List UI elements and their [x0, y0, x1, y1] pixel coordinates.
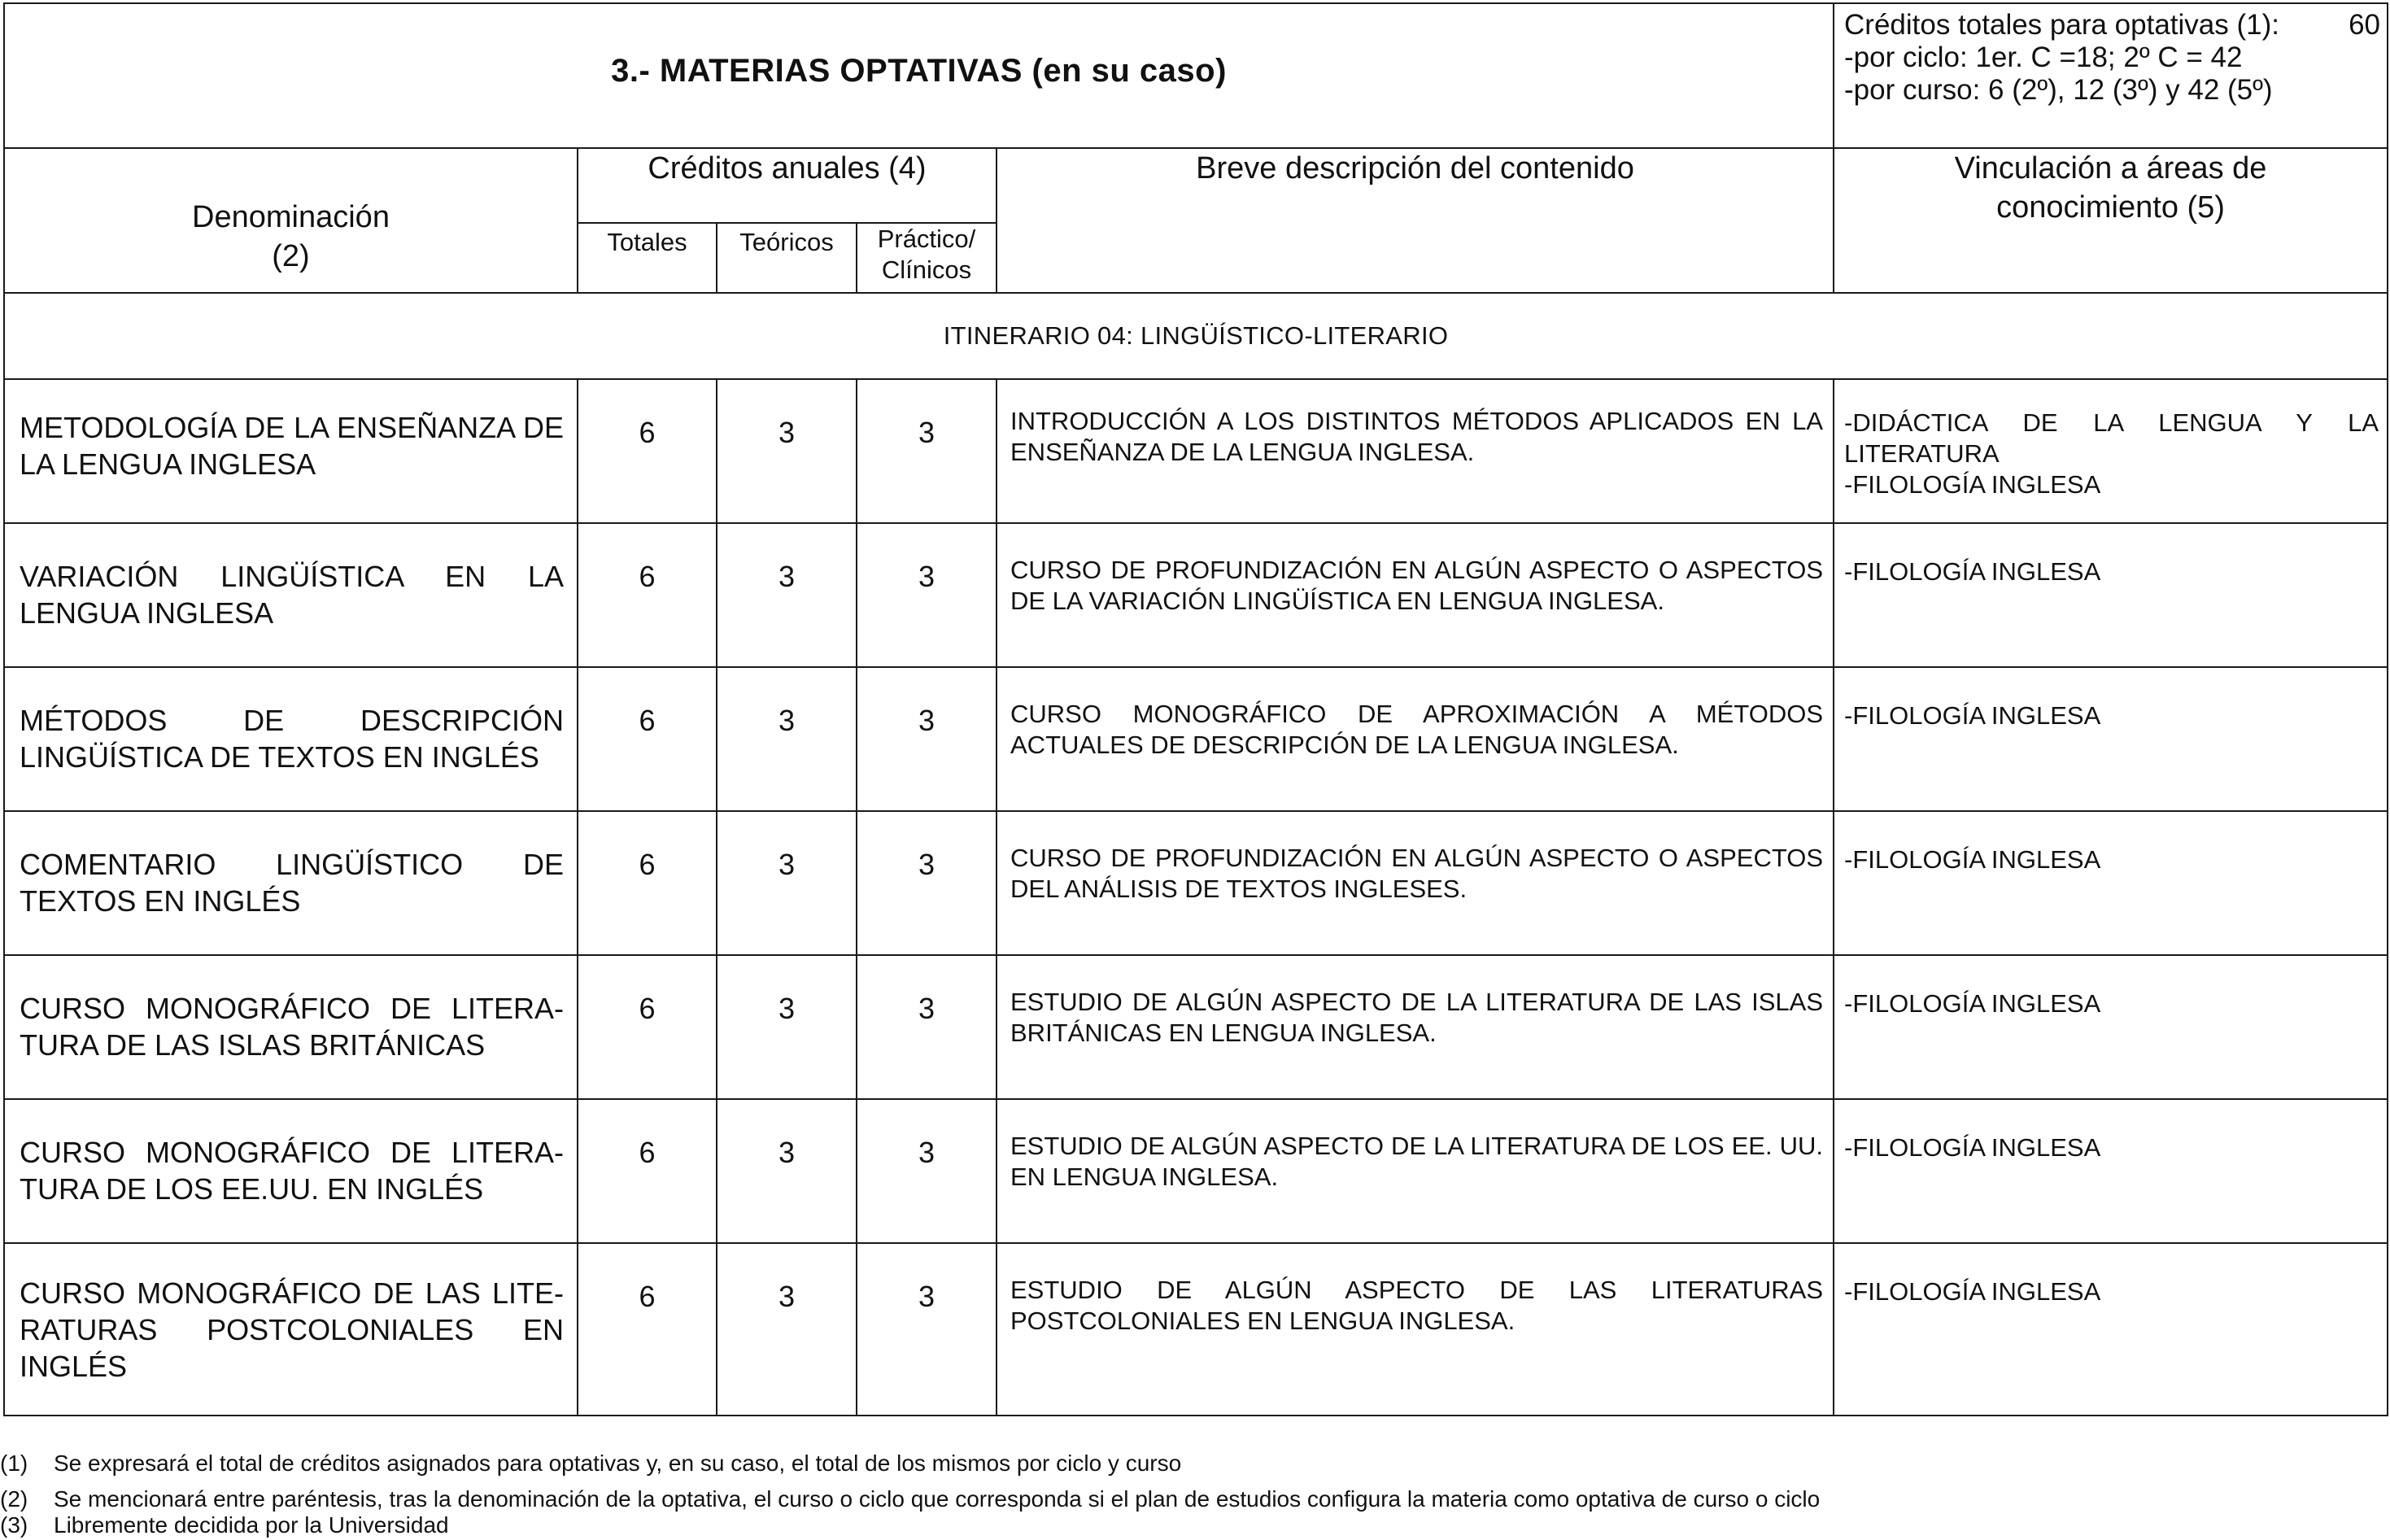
knowledge-areas	[1834, 955, 2388, 1099]
col-totales	[578, 223, 717, 293]
col-denominacion-label: Denominación	[192, 200, 390, 234]
footnote-number: (2)	[0, 1486, 28, 1512]
area-line: -DIDÁCTICA DE LA LENGUA Y LA	[1844, 408, 2379, 437]
credits-practicos: 3	[857, 811, 997, 955]
credits-by-course: -por curso: 6 (2º), 12 (3º) y 42 (5º)	[1844, 74, 2273, 106]
title-cell	[4, 3, 1834, 148]
area-line: LITERATURA	[1844, 439, 2000, 468]
itinerario-label: ITINERARIO 04: LINGÜÍSTICO-LITERARIO	[943, 321, 1449, 350]
table-row	[4, 1099, 2388, 1243]
subject-name: VARIACIÓN LINGÜÍSTICA EN LA LENGUA INGLESA	[4, 523, 578, 667]
credits-label: Créditos totales para optativas (1):	[1844, 9, 2279, 41]
knowledge-areas	[1834, 523, 2388, 667]
title-row	[4, 3, 2388, 148]
subject-description: INTRODUCCIÓN A LOS DISTINTOS MÉTODOS APLICADOS EN LA ENSEÑANZA DE LA LENGUA INGLESA.	[997, 379, 1834, 523]
table-row	[4, 1243, 2388, 1416]
area-line: -FILOLOGÍA INGLESA	[1844, 1133, 2101, 1162]
col-denominacion	[4, 148, 578, 293]
credits-teoricos: 3	[717, 523, 857, 667]
footnote	[0, 1485, 1820, 1513]
subject-description: ESTUDIO DE ALGÚN ASPECTO DE LA LITERATURA DE LAS ISLAS BRITÁNICAS EN LENGUA INGLESA.	[997, 955, 1834, 1099]
knowledge-areas	[1834, 667, 2388, 811]
credits-teoricos: 3	[717, 1243, 857, 1416]
credits-value: 60	[2349, 9, 2381, 41]
area-line: -FILOLOGÍA INGLESA	[1844, 557, 2101, 586]
credits-totales: 6	[578, 667, 717, 811]
subject-name: METODOLOGÍA DE LA ENSEÑANZA DE LA LENGUA INGLESA	[4, 379, 578, 523]
knowledge-areas	[1834, 1243, 2388, 1416]
table-row	[4, 667, 2388, 811]
col-practicos-label-2: Clínicos	[881, 255, 972, 284]
subject-description: ESTUDIO DE ALGÚN ASPECTO DE LAS LITERATURAS POSTCOLONIALES EN LENGUA INGLESA.	[997, 1243, 1834, 1416]
col-descripcion-label: Breve descripción del contenido	[1196, 151, 1634, 185]
subject-name: COMENTARIO LINGÜÍSTICO DE TEXTOS EN INGLÉS	[4, 811, 578, 955]
credits-teoricos: 3	[717, 955, 857, 1099]
credits-practicos: 3	[857, 523, 997, 667]
table-row	[4, 523, 2388, 667]
credits-summary	[1834, 3, 2388, 148]
credits-totales: 6	[578, 523, 717, 667]
subject-name: CURSO MONOGRÁFICO DE LITERA-TURA DE LOS EE.UU. EN INGLÉS	[4, 1099, 578, 1243]
area-line: -FILOLOGÍA INGLESA	[1844, 701, 2101, 730]
footnote-number: (1)	[0, 1451, 28, 1476]
itinerario-cell	[4, 293, 2388, 379]
credits-practicos: 3	[857, 1243, 997, 1416]
col-descripcion	[997, 148, 1834, 293]
area-line: -FILOLOGÍA INGLESA	[1844, 470, 2101, 499]
knowledge-areas	[1834, 1099, 2388, 1243]
subject-name: CURSO MONOGRÁFICO DE LAS LITE-RATURAS POSTCOLONIALES EN INGLÉS	[4, 1243, 578, 1416]
footnote-text: Se expresará el total de créditos asignados para optativas y, en su caso, el total de los mismos por ciclo y curso	[54, 1451, 1182, 1476]
subject-name: MÉTODOS DE DESCRIPCIÓN LINGÜÍSTICA DE TEXTOS EN INGLÉS	[4, 667, 578, 811]
page-title: 3.- MATERIAS OPTATIVAS (en su caso)	[611, 52, 1227, 89]
footnote-text: Libremente decidida por la Universidad	[54, 1512, 449, 1538]
credits-totales: 6	[578, 1099, 717, 1243]
area-line: -FILOLOGÍA INGLESA	[1844, 845, 2101, 874]
subject-description: CURSO MONOGRÁFICO DE APROXIMACIÓN A MÉTODOS ACTUALES DE DESCRIPCIÓN DE LA LENGUA INGLESA.	[997, 667, 1834, 811]
subject-name: CURSO MONOGRÁFICO DE LITERA-TURA DE LAS ISLAS BRITÁNICAS	[4, 955, 578, 1099]
column-header-row	[4, 148, 2388, 223]
col-vinculacion-label-2: conocimiento (5)	[1996, 190, 2225, 225]
subject-description: ESTUDIO DE ALGÚN ASPECTO DE LA LITERATURA DE LOS EE. UU. EN LENGUA INGLESA.	[997, 1099, 1834, 1243]
col-practicos	[857, 223, 997, 293]
subject-description: CURSO DE PROFUNDIZACIÓN EN ALGÚN ASPECTO O ASPECTOS DE LA VARIACIÓN LINGÜÍSTICA EN LENGUA INGLESA.	[997, 523, 1834, 667]
credits-teoricos: 3	[717, 811, 857, 955]
table-row	[4, 379, 2388, 523]
credits-teoricos: 3	[717, 379, 857, 523]
credits-teoricos: 3	[717, 1099, 857, 1243]
col-teoricos-label: Teóricos	[739, 228, 834, 256]
itinerario-row	[4, 293, 2388, 379]
credits-totales: 6	[578, 1243, 717, 1416]
credits-practicos: 3	[857, 667, 997, 811]
knowledge-areas	[1834, 379, 2388, 523]
credits-totales: 6	[578, 955, 717, 1099]
credits-totales: 6	[578, 379, 717, 523]
footnote	[0, 1450, 1181, 1477]
col-denominacion-note: (2)	[272, 239, 310, 273]
subject-description: CURSO DE PROFUNDIZACIÓN EN ALGÚN ASPECTO O ASPECTOS DEL ANÁLISIS DE TEXTOS INGLESES.	[997, 811, 1834, 955]
credits-practicos: 3	[857, 955, 997, 1099]
col-vinculacion-label-1: Vinculación a áreas de	[1954, 151, 2267, 185]
col-totales-label: Totales	[607, 228, 687, 256]
area-line: -FILOLOGÍA INGLESA	[1844, 989, 2101, 1018]
optativas-table	[3, 2, 2388, 1416]
col-creditos-anuales	[578, 148, 997, 223]
credits-practicos: 3	[857, 1099, 997, 1243]
area-line: -FILOLOGÍA INGLESA	[1844, 1277, 2101, 1306]
col-teoricos	[717, 223, 857, 293]
table-row	[4, 811, 2388, 955]
knowledge-areas	[1834, 811, 2388, 955]
credits-teoricos: 3	[717, 667, 857, 811]
credits-totales: 6	[578, 811, 717, 955]
table-row	[4, 955, 2388, 1099]
footnote-number: (3)	[0, 1512, 28, 1538]
credits-practicos: 3	[857, 379, 997, 523]
footnote-text: Se mencionará entre paréntesis, tras la denominación de la optativa, el curso o ciclo que corresponda si el plan de estudios configura la materia como optativa de curso o ciclo	[54, 1486, 1821, 1512]
col-creditos-label: Créditos anuales (4)	[648, 151, 927, 185]
footnote	[0, 1512, 449, 1539]
col-practicos-label-1: Práctico/	[877, 225, 976, 253]
credits-by-cycle: -por ciclo: 1er. C =18; 2º C = 42	[1844, 41, 2243, 73]
col-vinculacion	[1834, 148, 2388, 293]
